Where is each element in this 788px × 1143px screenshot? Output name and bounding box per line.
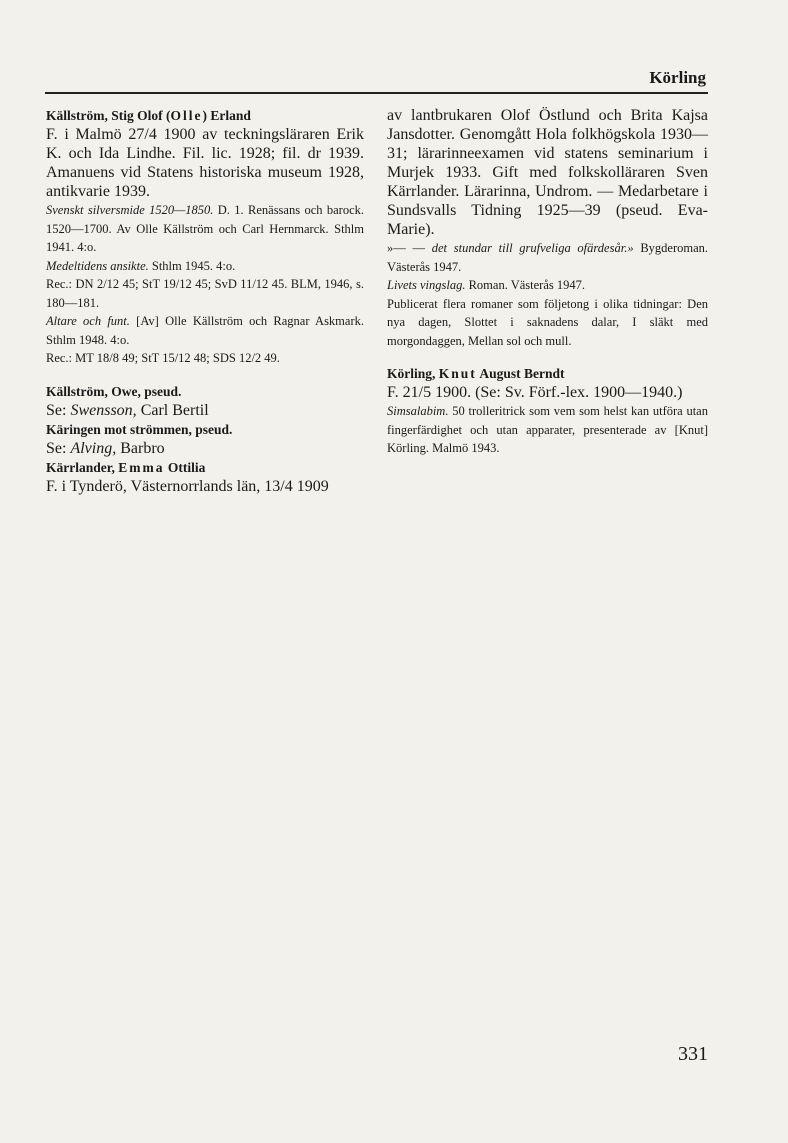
heading-spaced-name: Knut [438,366,477,381]
left-column [46,106,364,496]
work-title: Simsalabim. [387,404,449,418]
right-column [387,106,708,458]
work-details: Sthlm 1945. 4:o. [148,258,236,273]
see-label: Se: [46,439,71,457]
running-header: Körling [649,68,706,87]
see-reference [46,439,364,458]
see-reference [46,401,364,420]
work-title: Altare och funt. [46,314,130,328]
see-label: Se: [46,401,71,419]
review-line: Rec.: MT 18/8 49; StT 15/12 48; SDS 12/2 49. [46,351,280,365]
work-entry [46,201,364,257]
heading-spaced-name: Olle [170,108,203,123]
note-text: Publicerat flera romaner som följetong i olika tidningar: Den nya dagen, Slottet i saknadens dalar, I släkt med morgondaggen, Mellan sol och mull. [387,296,708,348]
entry-heading-kallstrom-owe: Källström, Owe, pseud. [46,383,182,399]
work-entry [387,276,708,295]
work-title: Svenskt silversmide 1520—1850. [46,203,214,217]
see-rest: Barbro [116,439,165,457]
see-name: Swensson, [70,401,137,419]
work-entry [46,257,364,276]
see-rest: Carl Bertil [136,401,209,419]
biography-text: F. i Malmö 27/4 1900 av teckningsläraren Erik K. och Ida Lindhe. Fil. lic. 1928; fil. dr 1939. Amanuens vid Statens historiska museum 1928, antikvarie 1939. [46,126,364,200]
header-rule [45,92,708,94]
work-details: Bygderoman. Västerås 1947. [387,241,709,274]
heading-spaced-name: Emma [118,459,165,475]
work-title: det stundar till grufveliga ofärdesår.» [431,241,634,255]
work-details: D. 1. Renässans och barock. 1520—1700. Av Olle Källström och Carl Hernmarck. Sthlm 1941. 4:o. [46,203,364,254]
heading-text-end: August Berndt [476,366,565,381]
work-entry [387,239,708,276]
see-name: Alving, [70,439,117,457]
heading-text: Kärrlander, [46,459,119,475]
work-title: Livets vingslag. [387,278,466,292]
work-entry [387,402,708,458]
entry-heading-karrlander [46,458,364,477]
entry-heading-kallstrom-stig [46,106,364,125]
work-details: 50 trolleritrick som vem som helst kan utföra utan fingerfärdighet och utan apparater, presenterade av [Knut] Körling. Malmö 1943. [387,404,708,455]
heading-text: Körling, [387,366,439,381]
biography-text: F. 21/5 1900. (Se: Sv. Förf.-lex. 1900—1940.) [387,384,683,401]
work-prefix: »— — [387,241,432,255]
biography-continuation: av lantbrukaren Olof Östlund och Brita Kajsa Jansdotter. Genomgått Hola folkhögskola 1930—31; lärarinneexamen vid statens seminarium i Murjek 1933. Gift med folkskolläraren Sven Kärrlander. Lärarinna, Undrom. — Medarbetare i Sundsvalls Tidning 1925—39 (pseud. Eva-Marie). [387,107,708,238]
biography-text: F. i Tynderö, Västernorrlands län, 13/4 1909 [46,477,329,495]
work-details: Roman. Västerås 1947. [465,278,586,292]
heading-text: Källström, Stig Olof ( [46,108,171,123]
heading-text-end: Ottilia [164,459,206,475]
entry-heading-korling [387,364,708,383]
page-number: 331 [678,1043,708,1065]
entry-heading-karingen: Käringen mot strömmen, pseud. [46,421,233,437]
heading-text-end: ) Erland [202,108,251,123]
work-details: [Av] Olle Källström och Ragnar Askmark. Sthlm 1948. 4:o. [46,314,364,347]
work-entry [46,312,364,349]
review-line: Rec.: DN 2/12 45; StT 19/12 45; SvD 11/12 45. BLM, 1946, s. 180—181. [46,277,364,310]
work-title: Medeltidens ansikte. [46,258,149,273]
